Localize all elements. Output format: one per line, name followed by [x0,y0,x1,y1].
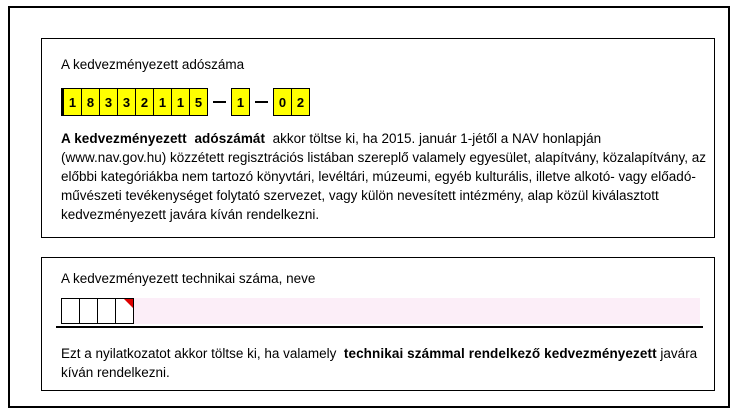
form-page-frame [8,6,730,408]
tax-digit-cell[interactable]: 8 [81,88,100,116]
field-underline [56,326,703,328]
tax-digit-cell-county[interactable]: 0 [273,88,292,116]
technical-code-cell[interactable] [115,298,134,324]
tax-digit-cell[interactable]: 1 [153,88,172,116]
technical-number-instructions [61,344,711,382]
tax-digit-cell[interactable]: 2 [135,88,154,116]
beneficiary-name-field[interactable] [133,298,700,324]
technical-code-cell[interactable] [79,298,98,324]
dash-connector [213,101,226,103]
technical-code-cell[interactable] [61,298,80,324]
tax-digit-cell[interactable]: 3 [99,88,118,116]
red-corner-marker-icon [124,299,133,308]
tech-instructions-bold: technikai számmal rendelkező kedvezményezett [343,346,657,361]
tax-number-instructions [61,129,709,224]
technical-number-field-row [61,298,700,324]
technical-number-section-title: A kedvezményezett technikai száma, neve [61,271,316,286]
tax-instructions-bold-lead: A kedvezményezett adószámát [61,131,266,146]
tax-digit-cell-county[interactable]: 2 [291,88,310,116]
tax-digit-cell[interactable]: 1 [61,88,82,116]
tax-number-field [61,88,310,116]
tax-digit-cell[interactable]: 1 [171,88,190,116]
tech-instructions-tail: javára kíván rendelkezni. [61,346,701,380]
dash-connector [255,101,268,103]
tax-number-section-title: A kedvezményezett adószáma [61,57,245,72]
tech-instructions-lead: Ezt a nyilatkozatot akkor töltse ki, ha valamely [61,346,344,361]
tax-digit-cell-vat[interactable]: 1 [231,88,250,116]
tax-digit-cell[interactable]: 3 [117,88,136,116]
section-beneficiary-technical-number [41,257,715,391]
technical-code-cell[interactable] [97,298,116,324]
section-beneficiary-tax-number [41,38,715,238]
tax-instructions-body: akkor töltse ki, ha 2015. január 1-jétől a NAV honlapján (www.nav.gov.hu) közzétett regisztrációs listában szereplő valamely egyesület, alapítvány, közalapítvány, az előbbi kategóriákba nem tartozó könyvtári, levéltári, múzeumi, egyéb kulturális, illetve alkotó- vagy előadó-művészeti tevékenységet folytató szervezet, vagy külön nevesített intézmény, alap közül kiválasztott kedvezményezett javára kíván rendelkezni. [61,131,710,222]
tax-digit-cell[interactable]: 5 [189,88,208,116]
